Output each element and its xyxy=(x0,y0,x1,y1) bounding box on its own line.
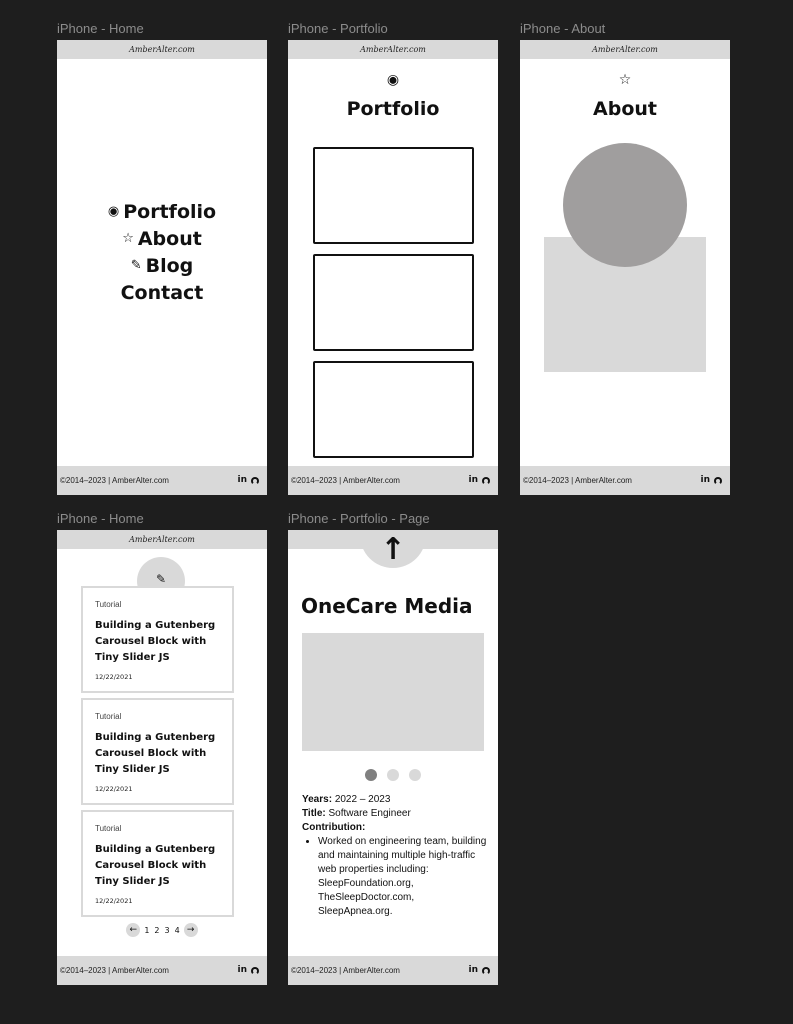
nav-item-contact[interactable] xyxy=(57,279,267,306)
github-icon[interactable] xyxy=(714,477,722,485)
copyright-text: ©2014–2023 | AmberAlter.com xyxy=(291,966,400,975)
nav-item-label: About xyxy=(137,227,202,250)
nav-item-label: Blog xyxy=(145,254,194,277)
main-nav xyxy=(57,198,267,306)
github-icon[interactable] xyxy=(251,967,259,975)
linkedin-icon[interactable]: in xyxy=(237,475,247,485)
frame-label-blog: iPhone - Home xyxy=(57,511,144,526)
card-category: Tutorial xyxy=(95,712,122,721)
card-category: Tutorial xyxy=(95,600,122,609)
job-title-value: Software Engineer xyxy=(328,808,411,819)
blog-card[interactable] xyxy=(81,698,234,805)
footer xyxy=(57,466,267,495)
site-logo[interactable]: AmberAlter.com xyxy=(520,40,730,59)
eye-icon: ◉ xyxy=(386,72,400,88)
linkedin-icon[interactable]: in xyxy=(468,475,478,485)
card-title[interactable]: Building a Gutenberg Carousel Block with Tiny Slider JS xyxy=(95,732,216,775)
footer xyxy=(288,466,498,495)
card-title[interactable]: Building a Gutenberg Carousel Block with Tiny Slider JS xyxy=(95,620,216,663)
nav-item-label: Portfolio xyxy=(123,200,217,223)
pagination xyxy=(57,923,267,937)
carousel-dots xyxy=(288,769,498,781)
github-icon[interactable] xyxy=(482,967,490,975)
footer xyxy=(57,956,267,985)
card-date: 12/22/2021 xyxy=(95,785,133,793)
carousel-dot[interactable] xyxy=(409,769,421,781)
github-icon[interactable] xyxy=(482,477,490,485)
contribution-label: Contribution: xyxy=(302,822,366,833)
nav-item-label: Contact xyxy=(120,281,204,304)
linkedin-icon[interactable]: in xyxy=(468,965,478,975)
nav-item-blog[interactable] xyxy=(57,252,267,279)
project-details xyxy=(302,793,490,919)
nav-item-portfolio[interactable] xyxy=(57,198,267,225)
phone-blog xyxy=(57,530,267,985)
pencil-icon: ✎ xyxy=(130,258,142,273)
site-logo[interactable]: AmberAlter.com xyxy=(57,530,267,549)
site-logo[interactable]: AmberAlter.com xyxy=(57,40,267,59)
copyright-text: ©2014–2023 | AmberAlter.com xyxy=(523,476,632,485)
portfolio-thumbnail[interactable] xyxy=(313,254,474,351)
portfolio-thumbnail[interactable] xyxy=(313,361,474,458)
card-date: 12/22/2021 xyxy=(95,673,133,681)
footer xyxy=(520,466,730,495)
blog-card[interactable] xyxy=(81,586,234,693)
card-category: Tutorial xyxy=(95,824,122,833)
phone-portfolio xyxy=(288,40,498,495)
github-icon[interactable] xyxy=(251,477,259,485)
frame-label-home: iPhone - Home xyxy=(57,21,144,36)
years-label: Years: xyxy=(302,794,333,805)
nav-item-about[interactable] xyxy=(57,225,267,252)
frame-label-portfolio: iPhone - Portfolio xyxy=(288,21,388,36)
copyright-text: ©2014–2023 | AmberAlter.com xyxy=(291,476,400,485)
phone-home xyxy=(57,40,267,495)
frame-label-portfolio-page: iPhone - Portfolio - Page xyxy=(288,511,430,526)
portfolio-thumbnail[interactable] xyxy=(313,147,474,244)
page-link[interactable]: 4 xyxy=(174,925,180,935)
project-image xyxy=(302,633,484,751)
arrow-left-icon[interactable]: ← xyxy=(126,923,140,937)
page-title: Portfolio xyxy=(346,98,440,120)
phone-portfolio-page xyxy=(288,530,498,985)
arrow-up-icon[interactable]: ↑ xyxy=(360,530,426,568)
star-icon: ☆ xyxy=(122,231,134,246)
project-title: OneCare Media xyxy=(301,594,473,618)
card-date: 12/22/2021 xyxy=(95,897,133,905)
site-logo[interactable]: AmberAlter.com xyxy=(288,40,498,59)
carousel-dot[interactable] xyxy=(387,769,399,781)
avatar xyxy=(563,143,687,267)
carousel-dot[interactable] xyxy=(365,769,377,781)
copyright-text: ©2014–2023 | AmberAlter.com xyxy=(60,966,169,975)
linkedin-icon[interactable]: in xyxy=(700,475,710,485)
title-label: Title: xyxy=(302,808,326,819)
linkedin-icon[interactable]: in xyxy=(237,965,247,975)
card-title[interactable]: Building a Gutenberg Carousel Block with Tiny Slider JS xyxy=(95,844,216,887)
phone-about xyxy=(520,40,730,495)
page-link[interactable]: 3 xyxy=(164,925,170,935)
copyright-text: ©2014–2023 | AmberAlter.com xyxy=(60,476,169,485)
pencil-icon: ✎ xyxy=(137,557,185,605)
blog-card[interactable] xyxy=(81,810,234,917)
page-link[interactable]: 2 xyxy=(154,925,160,935)
eye-icon: ◉ xyxy=(107,204,120,219)
contribution-item: • Worked on engineering team, building and maintaining multiple high-traffic web properties including: SleepFoundation.org, TheSleepDoctor.com, SleepApnea.org. xyxy=(318,835,490,919)
frame-label-about: iPhone - About xyxy=(520,21,606,36)
star-icon: ☆ xyxy=(618,72,632,88)
arrow-right-icon[interactable]: → xyxy=(184,923,198,937)
footer xyxy=(288,956,498,985)
page-title: About xyxy=(593,98,657,120)
years-value: 2022 – 2023 xyxy=(334,794,391,805)
page-link[interactable]: 1 xyxy=(144,925,150,935)
